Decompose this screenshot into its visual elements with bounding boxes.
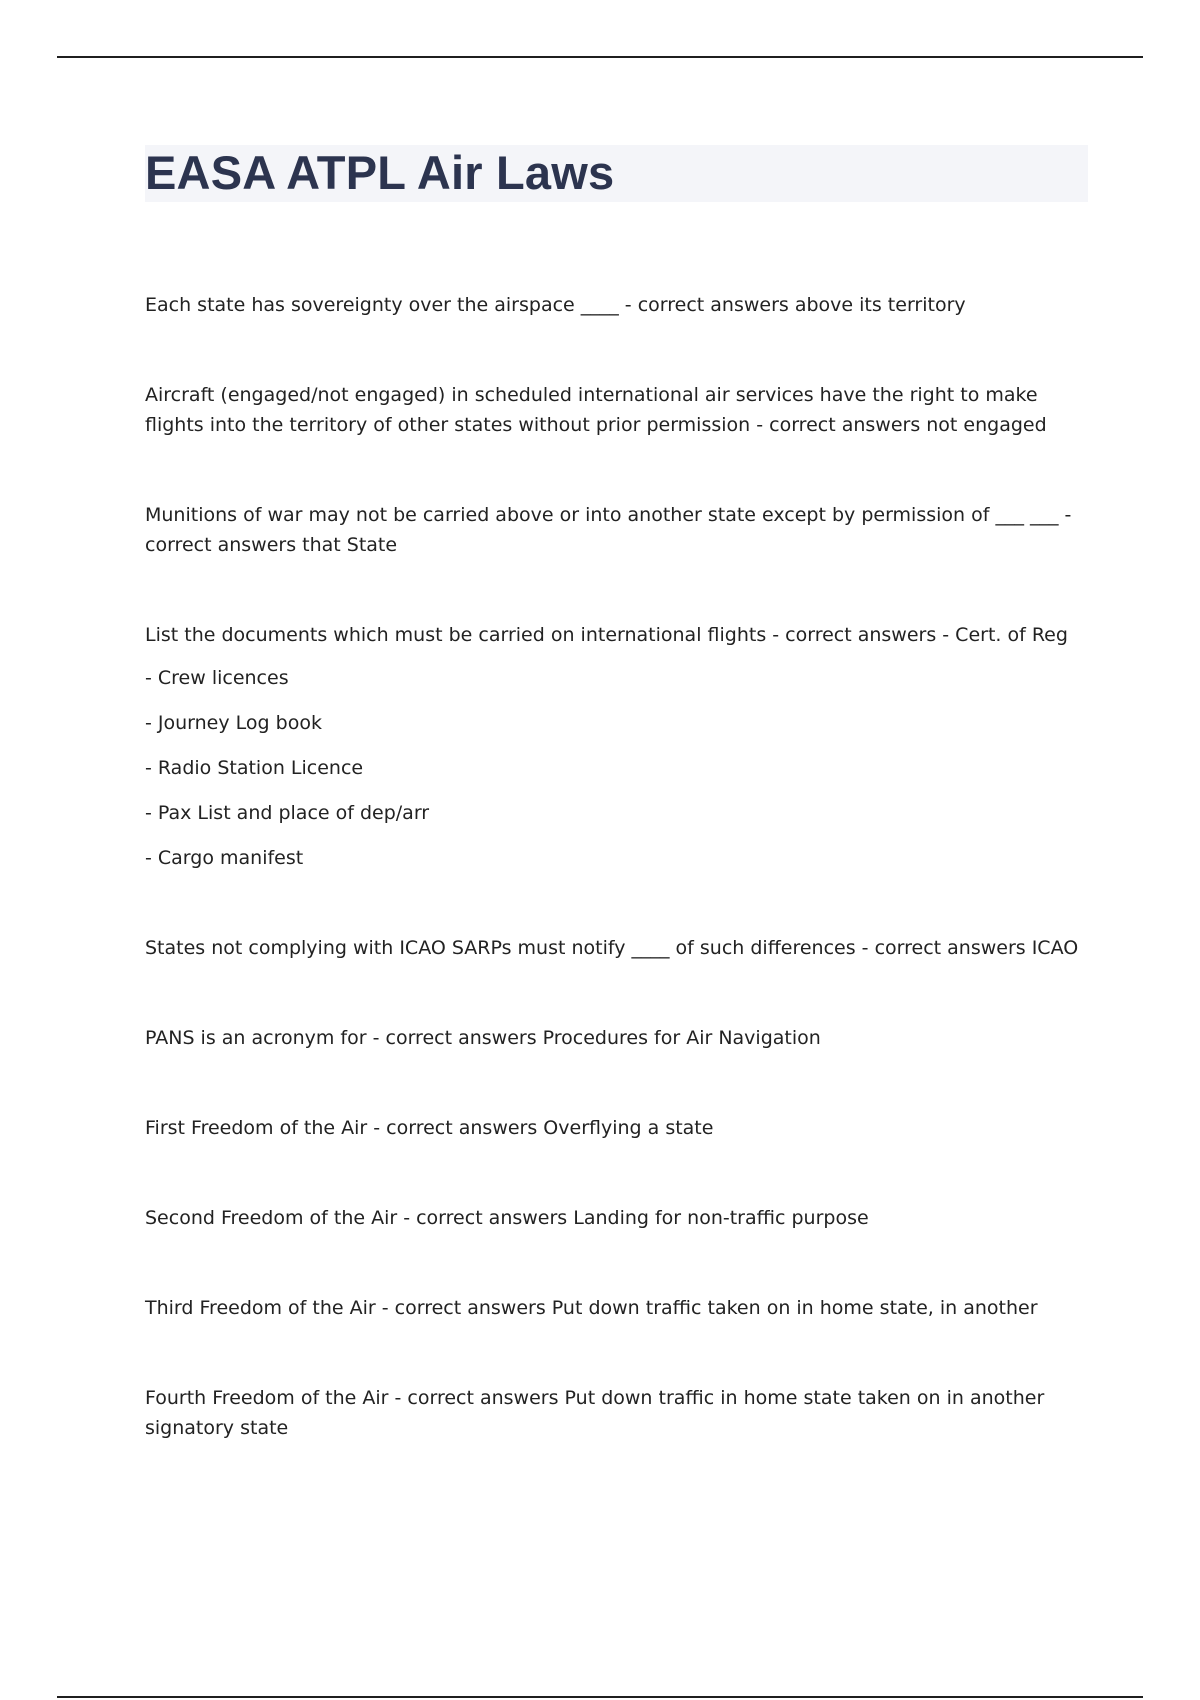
question-answer: Each state has sovereignty over the airspace ____ - correct answers above its territory: [145, 294, 966, 316]
list-item: - Cargo manifest: [145, 847, 304, 869]
question-answer: Aircraft (engaged/not engaged) in scheduled international air services have the right to make flights into the territory of other states without prior permission - correct answers not engaged: [145, 384, 1047, 436]
list-item: - Crew licences: [145, 667, 289, 689]
list-item: - Pax List and place of dep/arr: [145, 802, 430, 824]
question-answer: Munitions of war may not be carried above or into another state except by permission of ___ ___ - correct answers that State: [145, 504, 1072, 556]
document-title: EASA ATPL Air Laws: [145, 146, 615, 199]
documents-list: [145, 663, 1090, 873]
question-answer: List the documents which must be carried on international flights - correct answers - Cert. of Reg: [145, 624, 1068, 646]
list-item: - Journey Log book: [145, 712, 322, 734]
question-answer: Fourth Freedom of the Air - correct answers Put down traffic in home state taken on in another signatory state: [145, 1387, 1045, 1439]
question-answer: First Freedom of the Air - correct answers Overflying a state: [145, 1117, 714, 1139]
question-answer: Third Freedom of the Air - correct answers Put down traffic taken on in home state, in another: [145, 1297, 1038, 1319]
list-item: - Radio Station Licence: [145, 757, 364, 779]
footer-rule: [57, 1696, 1143, 1698]
question-answer: States not complying with ICAO SARPs must notify ____ of such differences - correct answers ICAO: [145, 937, 1079, 959]
header-rule: [57, 56, 1143, 58]
question-answer: Second Freedom of the Air - correct answers Landing for non-traffic purpose: [145, 1207, 869, 1229]
question-answer: PANS is an acronym for - correct answers Procedures for Air Navigation: [145, 1027, 821, 1049]
document-body: [145, 290, 1090, 1503]
